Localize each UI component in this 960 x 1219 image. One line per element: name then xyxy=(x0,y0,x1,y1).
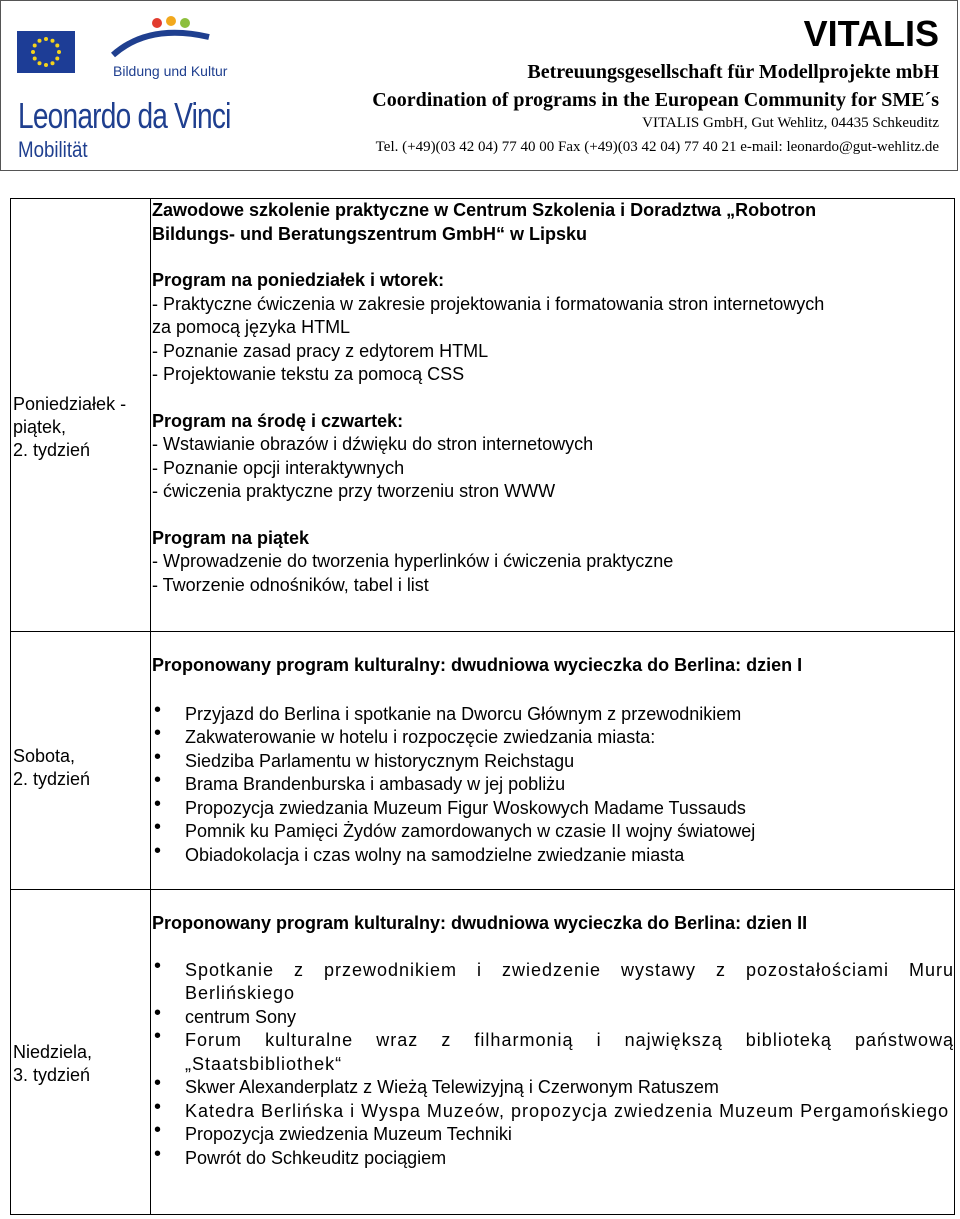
letterhead xyxy=(0,0,958,171)
list-item: • Zakwaterowanie w hotelu i rozpoczęcie zwiedzania miasta: xyxy=(152,726,954,750)
list-item: • Przyjazd do Berlina i spotkanie na Dworcu Głównym z przewodnikiem xyxy=(152,703,954,727)
day-label: piątek, xyxy=(13,416,67,437)
program-cell xyxy=(151,199,954,631)
logo-title: Leonardo da Vinci xyxy=(18,95,231,136)
program-item: - Tworzenie odnośników, tabel i list xyxy=(152,574,429,595)
program-item: za pomocą języka HTML xyxy=(152,317,351,337)
table-row xyxy=(11,632,954,890)
program-item: - Wprowadzenie do tworzenia hyperlinków i ćwiczenia praktyczne xyxy=(152,551,674,571)
list-item: • Spotkanie z przewodnikiem i zwiedzenie wystawy z pozostałościami Muru Berlińskiego xyxy=(152,959,954,1006)
program-item: - Projektowanie tekstu za pomocą CSS xyxy=(152,364,465,384)
list-item: • Siedziba Parlamentu w historycznym Reichstagu xyxy=(152,750,954,774)
list-item: • Forum kulturalne wraz z filharmonią i największą biblioteką państwową „Staatsbibliothek“ xyxy=(152,1029,954,1076)
day-label: 3. tydzień xyxy=(13,1065,91,1085)
table-row xyxy=(11,199,954,632)
eu-flag-icon xyxy=(17,31,75,73)
company-contact: Tel. (+49)(03 42 04) 77 40 00 Fax (+49)(03 42 04) 77 40 21 e-mail: leonardo@gut-wehlitz.de xyxy=(375,139,939,155)
logo-mobility: Mobilität xyxy=(18,137,88,162)
program-cell xyxy=(151,890,954,1214)
table-row xyxy=(11,890,954,1214)
day-cell xyxy=(11,199,151,631)
program-cell xyxy=(151,632,954,889)
training-title: Bildungs- und Beratungszentrum GmbH“ w Lipsku xyxy=(152,223,588,244)
program-heading: Program na poniedziałek i wtorek: xyxy=(152,270,445,290)
day-label: 2. tydzień xyxy=(13,439,91,460)
company-coordination: Coordination of programs in the European Community for SME´s xyxy=(372,89,939,111)
company-name: VITALIS xyxy=(803,13,939,54)
list-item: • Powrót do Schkeuditz pociągiem xyxy=(152,1147,954,1171)
list-item: • Pomnik ku Pamięci Żydów zamordowanych w czasie II wojny światowej xyxy=(152,820,954,844)
program-item: - Praktyczne ćwiczenia w zakresie projektowania i formatowania stron internetowych xyxy=(152,293,825,314)
training-title: Zawodowe szkolenie praktyczne w Centrum Szkolenia i Doradztwa „Robotron xyxy=(152,200,817,220)
logo-subtitle: Bildung und Kultur xyxy=(113,63,228,79)
list-item: • Brama Brandenburska i ambasady w jej pobliżu xyxy=(152,773,954,797)
list-item: • Propozycja zwiedzania Muzeum Figur Woskowych Madame Tussauds xyxy=(152,797,954,821)
list-item: • Katedra Berlińska i Wyspa Muzeów, propozycja zwiedzenia Muzeum Pergamońskiego xyxy=(152,1100,954,1124)
list-item: • Propozycja zwiedzenia Muzeum Techniki xyxy=(152,1123,954,1147)
program-heading: Program na piątek xyxy=(152,527,310,548)
program-heading: Proponowany program kulturalny: dwudniowa wycieczka do Berlina: dzien II xyxy=(152,913,808,933)
list-item: • Obiadokolacja i czas wolny na samodzielne zwiedzanie miasta xyxy=(152,844,954,868)
bullet-list xyxy=(152,703,954,868)
day-cell xyxy=(11,632,151,889)
program-item: - Wstawianie obrazów i dźwięku do stron internetowych xyxy=(152,434,594,454)
day-label: Niedziela, xyxy=(13,1042,93,1062)
day-label: 2. tydzień xyxy=(13,768,91,789)
bullet-list xyxy=(152,959,954,1171)
schedule-table xyxy=(10,198,955,1215)
day-label: Poniedziałek - xyxy=(13,393,127,414)
list-item: • Skwer Alexanderplatz z Wieżą Telewizyjną i Czerwonym Ratuszem xyxy=(152,1076,954,1100)
company-address: VITALIS GmbH, Gut Wehlitz, 04435 Schkeuditz xyxy=(642,115,939,131)
program-item: - Poznanie opcji interaktywnych xyxy=(152,457,405,478)
company-description: Betreuungsgesellschaft für Modellprojekte mbH xyxy=(527,61,939,83)
leonardo-swoosh-icon xyxy=(109,15,219,65)
list-item: • centrum Sony xyxy=(152,1006,954,1030)
program-item: - Poznanie zasad pracy z edytorem HTML xyxy=(152,340,489,361)
program-heading: Program na środę i czwartek: xyxy=(152,410,404,431)
program-heading: Proponowany program kulturalny: dwudniowa wycieczka do Berlina: dzien I xyxy=(152,655,803,675)
day-label: Sobota, xyxy=(13,745,76,766)
day-cell xyxy=(11,890,151,1214)
program-item: - ćwiczenia praktyczne przy tworzeniu stron WWW xyxy=(152,481,556,501)
